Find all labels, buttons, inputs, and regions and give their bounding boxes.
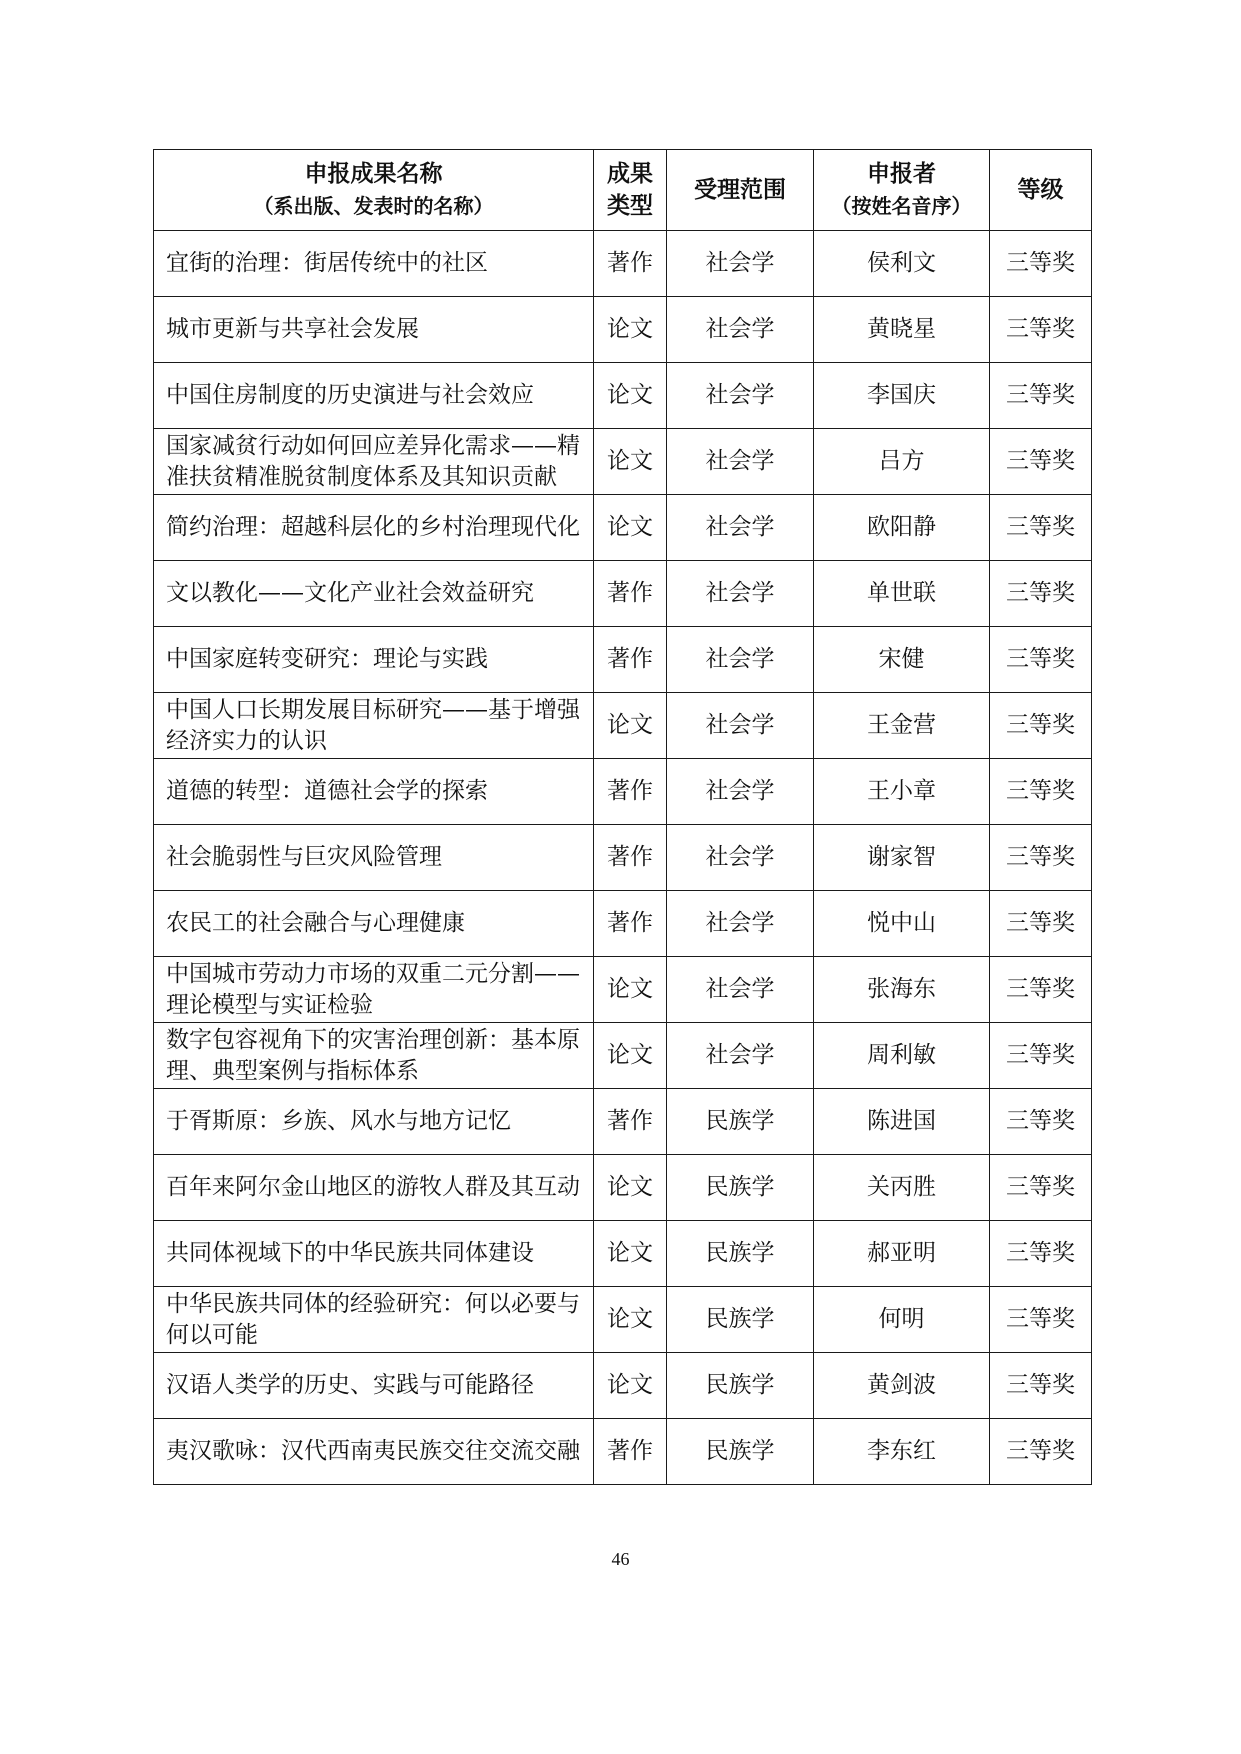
cell-author: 王金营 xyxy=(814,693,990,759)
table-row xyxy=(154,825,1092,891)
cell-author: 宋健 xyxy=(814,627,990,693)
cell-level: 三等奖 xyxy=(990,1023,1092,1089)
cell-author: 单世联 xyxy=(814,561,990,627)
cell-author: 谢家智 xyxy=(814,825,990,891)
header-author-sub: （按姓名音序） xyxy=(831,194,972,218)
table-row xyxy=(154,1221,1092,1287)
header-level xyxy=(990,150,1092,231)
cell-type: 著作 xyxy=(594,825,667,891)
cell-title: 数字包容视角下的灾害治理创新：基本原理、典型案例与指标体系 xyxy=(154,1023,594,1089)
table-row xyxy=(154,495,1092,561)
cell-type: 论文 xyxy=(594,693,667,759)
cell-title: 中国城市劳动力市场的双重二元分割——理论模型与实证检验 xyxy=(154,957,594,1023)
header-title xyxy=(154,150,594,231)
table-row xyxy=(154,1287,1092,1353)
cell-title: 农民工的社会融合与心理健康 xyxy=(154,891,594,957)
cell-title: 中国住房制度的历史演进与社会效应 xyxy=(154,363,594,429)
cell-level: 三等奖 xyxy=(990,627,1092,693)
cell-type: 论文 xyxy=(594,1353,667,1419)
cell-scope: 社会学 xyxy=(667,429,814,495)
cell-scope: 民族学 xyxy=(667,1353,814,1419)
cell-type: 论文 xyxy=(594,1155,667,1221)
table-header xyxy=(154,150,1092,231)
cell-scope: 社会学 xyxy=(667,495,814,561)
cell-type: 论文 xyxy=(594,1023,667,1089)
cell-level: 三等奖 xyxy=(990,891,1092,957)
cell-scope: 社会学 xyxy=(667,957,814,1023)
cell-scope: 社会学 xyxy=(667,693,814,759)
cell-level: 三等奖 xyxy=(990,297,1092,363)
header-author-main: 申报者 xyxy=(867,160,936,187)
cell-type: 著作 xyxy=(594,1089,667,1155)
header-scope xyxy=(667,150,814,231)
cell-type: 论文 xyxy=(594,495,667,561)
cell-level: 三等奖 xyxy=(990,363,1092,429)
cell-level: 三等奖 xyxy=(990,957,1092,1023)
cell-type: 论文 xyxy=(594,1221,667,1287)
cell-type: 论文 xyxy=(594,363,667,429)
cell-author: 郝亚明 xyxy=(814,1221,990,1287)
table-row xyxy=(154,429,1092,495)
cell-scope: 社会学 xyxy=(667,759,814,825)
cell-type: 著作 xyxy=(594,759,667,825)
cell-type: 著作 xyxy=(594,1419,667,1485)
cell-author: 黄剑波 xyxy=(814,1353,990,1419)
page-number: 46 xyxy=(611,1549,630,1569)
cell-level: 三等奖 xyxy=(990,1155,1092,1221)
cell-title: 简约治理：超越科层化的乡村治理现代化 xyxy=(154,495,594,561)
cell-author: 李东红 xyxy=(814,1419,990,1485)
cell-scope: 民族学 xyxy=(667,1419,814,1485)
cell-scope: 社会学 xyxy=(667,231,814,297)
cell-type: 著作 xyxy=(594,561,667,627)
cell-type: 论文 xyxy=(594,297,667,363)
cell-title: 国家减贫行动如何回应差异化需求——精准扶贫精准脱贫制度体系及其知识贡献 xyxy=(154,429,594,495)
cell-author: 欧阳静 xyxy=(814,495,990,561)
header-title-sub: （系出版、发表时的名称） xyxy=(253,194,494,218)
cell-scope: 社会学 xyxy=(667,627,814,693)
cell-scope: 社会学 xyxy=(667,1023,814,1089)
cell-scope: 民族学 xyxy=(667,1155,814,1221)
cell-scope: 社会学 xyxy=(667,297,814,363)
cell-title: 于胥斯原：乡族、风水与地方记忆 xyxy=(154,1089,594,1155)
cell-level: 三等奖 xyxy=(990,1089,1092,1155)
cell-scope: 社会学 xyxy=(667,561,814,627)
cell-author: 何明 xyxy=(814,1287,990,1353)
cell-author: 吕方 xyxy=(814,429,990,495)
cell-scope: 民族学 xyxy=(667,1089,814,1155)
cell-level: 三等奖 xyxy=(990,1419,1092,1485)
table-row xyxy=(154,231,1092,297)
cell-level: 三等奖 xyxy=(990,495,1092,561)
cell-author: 周利敏 xyxy=(814,1023,990,1089)
cell-author: 黄晓星 xyxy=(814,297,990,363)
cell-type: 著作 xyxy=(594,891,667,957)
cell-scope: 民族学 xyxy=(667,1221,814,1287)
table-row xyxy=(154,759,1092,825)
cell-title: 道德的转型：道德社会学的探索 xyxy=(154,759,594,825)
table-row xyxy=(154,561,1092,627)
cell-scope: 民族学 xyxy=(667,1287,814,1353)
table-row xyxy=(154,297,1092,363)
cell-author: 侯利文 xyxy=(814,231,990,297)
cell-author: 李国庆 xyxy=(814,363,990,429)
cell-title: 社会脆弱性与巨灾风险管理 xyxy=(154,825,594,891)
cell-type: 著作 xyxy=(594,231,667,297)
table-row xyxy=(154,1023,1092,1089)
cell-level: 三等奖 xyxy=(990,1287,1092,1353)
header-type-line1: 成果 xyxy=(607,160,653,187)
cell-level: 三等奖 xyxy=(990,825,1092,891)
cell-scope: 社会学 xyxy=(667,825,814,891)
cell-author: 王小章 xyxy=(814,759,990,825)
header-type xyxy=(594,150,667,231)
cell-level: 三等奖 xyxy=(990,429,1092,495)
header-title-main: 申报成果名称 xyxy=(304,160,443,187)
cell-title: 百年来阿尔金山地区的游牧人群及其互动 xyxy=(154,1155,594,1221)
table-row xyxy=(154,957,1092,1023)
table-row xyxy=(154,627,1092,693)
table-row xyxy=(154,891,1092,957)
table-body xyxy=(154,231,1092,1485)
table-row xyxy=(154,1353,1092,1419)
cell-level: 三等奖 xyxy=(990,759,1092,825)
cell-level: 三等奖 xyxy=(990,1221,1092,1287)
cell-title: 夷汉歌咏：汉代西南夷民族交往交流交融 xyxy=(154,1419,594,1485)
table-row xyxy=(154,1419,1092,1485)
cell-title: 文以教化——文化产业社会效益研究 xyxy=(154,561,594,627)
cell-author: 张海东 xyxy=(814,957,990,1023)
cell-type: 论文 xyxy=(594,957,667,1023)
header-author xyxy=(814,150,990,231)
header-scope-label: 受理范围 xyxy=(694,176,786,203)
table-row xyxy=(154,363,1092,429)
cell-title: 汉语人类学的历史、实践与可能路径 xyxy=(154,1353,594,1419)
table-row xyxy=(154,1089,1092,1155)
cell-author: 关丙胜 xyxy=(814,1155,990,1221)
cell-scope: 社会学 xyxy=(667,891,814,957)
header-level-label: 等级 xyxy=(1017,176,1064,203)
cell-level: 三等奖 xyxy=(990,1353,1092,1419)
table-row xyxy=(154,1155,1092,1221)
cell-scope: 社会学 xyxy=(667,363,814,429)
table-row xyxy=(154,693,1092,759)
cell-title: 中国人口长期发展目标研究——基于增强经济实力的认识 xyxy=(154,693,594,759)
cell-author: 陈进国 xyxy=(814,1089,990,1155)
cell-title: 城市更新与共享社会发展 xyxy=(154,297,594,363)
cell-type: 论文 xyxy=(594,1287,667,1353)
cell-title: 中华民族共同体的经验研究：何以必要与何以可能 xyxy=(154,1287,594,1353)
cell-level: 三等奖 xyxy=(990,693,1092,759)
cell-author: 悦中山 xyxy=(814,891,990,957)
cell-title: 中国家庭转变研究：理论与实践 xyxy=(154,627,594,693)
cell-title: 宜街的治理：街居传统中的社区 xyxy=(154,231,594,297)
cell-level: 三等奖 xyxy=(990,561,1092,627)
cell-type: 论文 xyxy=(594,429,667,495)
header-row xyxy=(154,150,1092,231)
cell-type: 著作 xyxy=(594,627,667,693)
awards-table xyxy=(153,149,1092,1485)
cell-level: 三等奖 xyxy=(990,231,1092,297)
cell-title: 共同体视域下的中华民族共同体建设 xyxy=(154,1221,594,1287)
header-type-line2: 类型 xyxy=(607,192,653,219)
